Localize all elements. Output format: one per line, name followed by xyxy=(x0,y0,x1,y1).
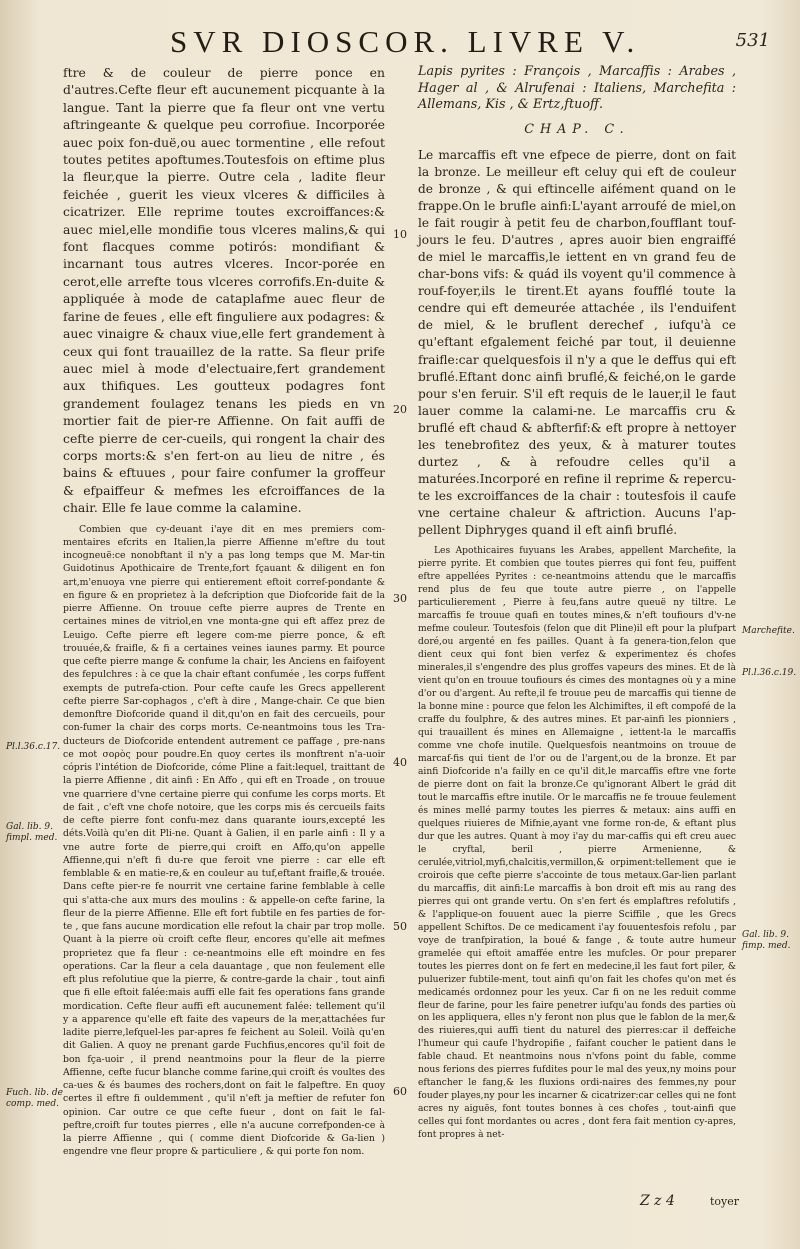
running-title: SVR DIOSCOR. LIVRE V. xyxy=(170,24,641,59)
line-number: 10 xyxy=(393,228,407,241)
margin-note: Pl.l.36.c.17. xyxy=(6,742,61,752)
right-column xyxy=(418,64,736,1142)
line-number: 60 xyxy=(393,1085,407,1098)
line-number: 30 xyxy=(393,592,407,605)
left-main-text: ftre & de couleur de pierre ponce en d'autres.Cefte fleur eft aucunement picquante à la langue. Tant la pierre que fa fleur ont vne vertu aftringeante & quelque peu corrofiue. Incorporée auec poix fon-duë,ou auec tormentine , elle refout toutes petites apoftumes.Toutesfois on eftime plus la fleur,que la pierre. Outre cela , ladite fleur feichée , guerit les vieux vlceres & difficiles à cicatrizer. Elle reprime toutes excroiffances:& auec miel,elle mondifie tous vlceres malins,& qui font flacques comme potirós: mondifiant & incarnant tous autres vlceres. Incor-porée en cerot,elle arrefte tous vlceres corrofifs.En-duite & appliquée à mode de cataplafme auec fleur de farine de feues , elle eft finguliere aux podagres: & auec vinaigre & chaux viue,elle fert grandement à ceux qui font trauaillez de la ratte. Sa fleur prife auec miel à mode d'electuaire,fert grandement aux thifiques. Les goutteux podagres font grandement foulagez tenans les pieds en vn mortier fait de pier-re Affienne. On fait auffi de cefte pierre de cer-cueils, qui rongent la chair des corps morts:& s'en fert-on au lieu de nitre , és bains & eftuues , pour faire confumer la groffeur & efpaiffeur & mefmes les efcroiffances de la chair. Elle fe laue comme la calamine. xyxy=(63,65,385,516)
right-commentary: Les Apothicaires fuyuans les Arabes, appellent Marchefite, la pierre pyrite. Et combien que toutes pierres qui font feu, puiffent eftre appellées Pyrites : ce-neantmoins attendu que le marcaffis rend plus de feu que toute autre pierre , on l'appelle particulierement , Pierre à feu,fans autre queuë ny tiltre. Le marcaffis fe trouue quafi en toutes mines,& n'eft toufiours d'v-ne mefme couleur. Toutesfois (felon que dit Pline)il eft pour la plufpart doré,ou argenté en fes pailles. Quant à fa genera-tion,felon que dient ceux qui font bien verfez & experimentez és chofes minerales,il s'engendre des plus groffes vapeurs des mines. Et de là vient qu'on en trouue toufiours és cimes des montagnes où y a mine d'or ou d'argent. Au refte,il fe trouue peu de marcaffis qui tienne de la bonne mine : pource que felon les Alchimiftes, il eft compofé de la craffe du foulphre, & des autres mines. Et par-ainfi les pionniers , qui trauaillent és mines en Allemaigne , iettent-la le marcaffis comme vne chofe inutile. Quelquesfois neantmoins on trouue de marcaf-fis qui tient de l'or ou de l'argent,ou de la bronze. Et par ainfi Diofcoride n'a failly en ce qu'il dit,le marcaffis eftre vne forte de pierre dont on fait la bronze.Ce qu'ignorant Albert le grád dit tout le marcaffis eftre inutile. Or le marcaffis ne fe trouue feulement és mines mellé parmy toutes les pierres & metaux: ains auffi en quelques riuieres de Mifnie,ayant vne forme ron-de, & eftant plus dur que les autres. Quant à moy i'ay du mar-caffis qui eft creu auec le cryftal, beril , pierre Armenienne, & cerulée,vitriol,myfi,chalcitis,vermillon,& orpiment:tellement que ie croirois que cefte pierre s'accointe de tous metaux.Gar-lien parlant du marcaffis, dit ainfi:Le marcaffis à bon droit eft mis au rang des pierres qui ont grande vertu. On s'en fert és emplaftres refolutifs , & l'applique-on fouuent auec la pierre Sciffile , que les Grecs appellent Schiftos. De ce medicament i'ay fouuentesfois refolu , par voye de tranfpiration, la boué & fange , & toute autre humeur gramelée qui eftoit amaffée entre les mufcles. Or pour preparer toutes les pierres dont on fe fert en medecine,il les faut fort piler, & puluerizer fubtile-ment, tout ainfi qu'on fait les chofes qu'on met és medicamés ordonnez pour les yeux. Car fi on ne les reduit comme fleur de farine, pour les faire penetrer iufqu'au fonds des parties où on les appliquera, elles n'y feront non plus que le fablon de la mer,& des riuieres,qui auffi tient du naturel des pierres:car il deffeiche l'humeur qui caufe l'hydropifie , faifant coucher le patient dans le fable chaud. Et neantmoins nous n'vfons point du fable, comme nous ferions des pierres fufdites pour le mal des yeux,ny moins pour eftancher le fang,& les fluxions ordi-naires des femmes,ny pour fouder playes,ny pour les incarner & cicatrizer:car celles qui ne font acres ny aiguës, font toutes bonnes à ces chofes , tout-ainfi que celles qui font mordantes ou acres , dont fera fait mention cy-apres, font propres à net- xyxy=(418,546,736,1141)
line-number: 20 xyxy=(393,403,407,416)
margin-note: Gal. lib. 9. fimp. med. xyxy=(742,930,791,951)
right-main-text: Le marcaffis eft vne efpece de pierre, dont on fait la bronze. Le meilleur eft celuy qui eft de couleur de bronze , & qui eftincelle aifément quand on le frappe.On le brufle ainfi:L'ayant arroufé de miel,on le fait rougir à petit feu de charbon,foufflant touf-jours le feu. D'autres , apres auoir bien engraiffé de miel le marcaffis,le iettent en vn grand feu de char-bons vifs: & quád ils voyent qu'il commence à rouf-foyer,ils le tirent.Et ayans foufflé toute la cendre qui eft demeurée attachée , ils l'enduifent de miel, & le bruflent derechef , iufqu'à ce qu'eftant efgalement feiché par tout, il deuienne fraifle:car quelquesfois il n'y a que le deffus qui eft bruflé.Eftant donc ainfi bruflé,& feiché,on le garde pour s'en feruir. S'il eft requis de le lauer,il le faut lauer comme la calami-ne. Le marcaffis cru & bruflé eft chaud & abfterfif:& eft propre à nettoyer les tenebrofitez des yeux, & à maturer toutes durtez , & à refoudre celles qu'il a maturées.Incorporé en refine il reprime & repercu-te les excroiffances de la chair : toutesfois il caufe vne certaine chaleur & aftriction. Aucuns l'ap-pellent Diphryges quand il eft ainfi bruflé. xyxy=(418,147,736,537)
line-number: 40 xyxy=(393,756,407,769)
margin-note: Gal. lib. 9. fimpl. med. xyxy=(6,822,58,843)
page-number: 531 xyxy=(735,30,770,51)
chapter-heading: CHAP. C. xyxy=(524,121,630,137)
running-header xyxy=(170,18,780,62)
catchword: toyer xyxy=(710,1195,740,1208)
synonyms-heading: Lapis pyrites : François , Marcaffis : Arabes , Hager al , & Alrufenai : Italiens, Marchefita : Allemans, Kis , & Ertz,ftuoff. xyxy=(418,64,736,113)
margin-note: Fuch. lib. de comp. med. xyxy=(6,1088,63,1109)
left-column xyxy=(63,64,385,1159)
line-number: 50 xyxy=(393,920,407,933)
left-commentary: Combien que cy-deuant i'aye dit en mes premiers com-mentaires efcrits en Italien,la pierre Affienne m'eftre du tout incogneuë:ce nonobftant il n'y a pas long temps que M. Mar-tin Guidotinus Apothicaire de Trente,fort fçauant & diligent en fon art,m'enuoya vne pierre qui entierement eftoit corref-pondante & en figure & en proprietez à la defcription que Diofcoride fait de la pierre Affienne. On trouue cefte pierre aupres de Trente en certaines mines de vitriol,en vne monta-gne qui eft affez prez de Leuigo. Cefte pierre eft legere com-me pierre ponce, & eft trouuée,& fraifle, & fi a certaines veines iaunes parmy. Et pource que cefte pierre mange & confume la chair, les Anciens en faifoyent des fepulchres : à ce que la chair eftant confumée , les corps fuffent exempts de putrefa-ction. Pour cefte caufe les Grecs appellerent cefte pierre Sar-cophagos , c'eft à dire , Mange-chair. Ce que bien demonftre Diofcoride quand il dit,qu'on en fait des cercueils, pour con-fumer la chair des corps morts. Ce-neantmoins tous les Tra-ducteurs de Diofcoride entendent autrement ce paffage , pre-nans ce mot σορὸς pour poudre.En quoy certes ils monftrent n'a-uoir cópris l'intétion de Diofcoride, cóme Pline a fait:lequel, traittant de la pierre Affienne , dit ainfi : En Affo , qui eft en Troade , on trouue vne quarriere d'vne certaine pierre qui confume les corps morts. Et de fait , c'eft vne chofe notoire, que les corps mis és cercueils faits de cefte pierre font confu-mez dans quarante iours,excepté les déts.Voilà qu'en dit Pli-ne. Quant à Galien, il en parle ainfi : Il y a vne autre forte de pierre,qui croift en Affo,qu'on appelle Affienne,qui n'eft fi du-re que feroit vne pierre : car elle eft femblable & en matie-re,& en couleur au tuf,eftant fraifle,& trouée. Dans cefte pier-re fe nourrit vne certaine farine femblable à celle qui s'atta-che aux murs des moulins : & appelle-on cefte farine, la fleur de la pierre Affienne. Elle eft fort fubtile en fes parties de for-te , que fans aucune mordication elle refout la chair par trop molle. Quant à la pierre où croift cefte fleur, encores qu'elle ait mefmes proprietez que fa fleur : ce-neantmoins elle eft moindre en fes operations. Car la fleur a cela dauantage , que non feulement elle eft plus refolutiue que la pierre, & contre-garde la chair , tout ainfi que fi elle eftoit falée:mais auffi elle fait fes operations fans grande mordication. Cefte fleur auffi eft aucunement falée: tellement qu'il y a apparence qu'elle eft faite des vapeurs de la mer,attachées fur ladite pierre,lefquel-les par-apres fe feichent au Soleil. Voilà qu'en dit Galien. A quoy ne prenant garde Fuchfius,encores qu'il foit de bon fça-uoir , il prend neantmoins pour la fleur de la pierre Affienne, cefte fucur blanche comme farine,qui croift és voultes des ca-ues & és baumes des rochers,dont on fait le falpeftre. En quoy certes il eftre fi ouldemment , qu'il n'eft ja meftier de refuter fon opinion. Car outre ce que cefte fueur , dont on fait le fal-peftre,croift fur toutes pierres , elle n'a aucune correfponden-ce à la pierre Affienne , qui ( comme dient Diofcoride & Ga-lien ) engendre vne fleur propre & particuliere , & qui porte fon nom. xyxy=(63,523,385,1158)
signature-mark: Z z 4 xyxy=(640,1193,675,1209)
margin-note: Marchefite. xyxy=(742,626,795,636)
margin-note: Pl.l.36.c.19. xyxy=(742,668,797,678)
